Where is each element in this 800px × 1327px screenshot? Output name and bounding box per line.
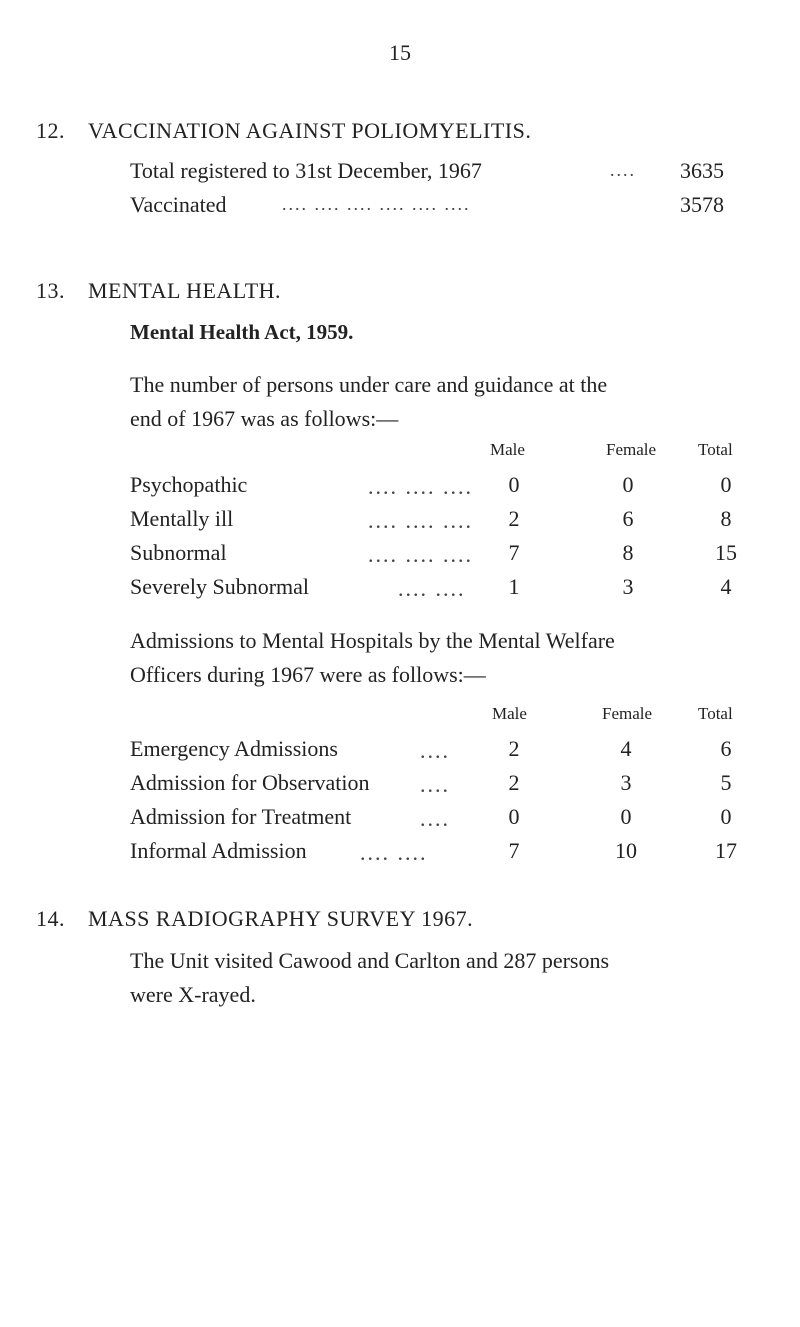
row-total: 5 (720, 770, 732, 795)
table1-row (0, 506, 800, 536)
row-female: 4 (620, 736, 632, 761)
page-number: 15 (389, 40, 411, 65)
row-female: 3 (622, 574, 634, 599)
table2-header-total: Total (698, 704, 733, 723)
row-dots: .... .... (360, 840, 428, 865)
row-total: 15 (715, 540, 737, 565)
row-total: 6 (720, 736, 732, 761)
row-female: 0 (622, 472, 634, 497)
section-14-title: MASS RADIOGRAPHY SURVEY 1967. (88, 906, 474, 931)
table1-row (0, 540, 800, 570)
row-dots: .... .... .... (368, 542, 473, 567)
row-dots: .... (420, 806, 450, 831)
para1-line1: The number of persons under care and guidance at the (130, 372, 608, 397)
table2-header-male: Male (492, 704, 527, 723)
row-dots: .... (420, 738, 450, 763)
row-dots: .... .... (398, 576, 466, 601)
table2-header-female: Female (602, 704, 653, 723)
row-label: Mentally ill (130, 506, 234, 531)
row-female: 6 (622, 506, 634, 531)
row-label: Informal Admission (130, 838, 307, 863)
row-male: 0 (508, 472, 520, 497)
row-male: 0 (508, 804, 520, 829)
section-12-title: VACCINATION AGAINST POLIOMYELITIS. (88, 118, 532, 143)
row-dots: .... .... .... (368, 474, 473, 499)
row-label: Severely Subnormal (130, 574, 310, 599)
row-male: 7 (508, 540, 520, 565)
row-total: 8 (720, 506, 732, 531)
mental-health-act-heading: Mental Health Act, 1959. (130, 320, 354, 344)
table1-header-female: Female (606, 440, 657, 459)
section-13-title: MENTAL HEALTH. (88, 278, 282, 303)
section-14-line2: were X-rayed. (130, 982, 256, 1007)
row-male: 7 (508, 838, 520, 863)
row-total: 0 (720, 804, 732, 829)
row-total: 4 (720, 574, 732, 599)
section-13-number: 13. (36, 278, 65, 303)
row-female: 3 (620, 770, 632, 795)
row-label: Admission for Treatment (130, 804, 352, 829)
table2-row (0, 838, 800, 868)
table1-header-male: Male (490, 440, 525, 459)
row-female: 0 (620, 804, 632, 829)
vaccinated-dots: .... .... .... .... .... .... (282, 194, 471, 214)
row-label: Subnormal (130, 540, 227, 565)
vaccinated-label: Vaccinated (130, 192, 227, 217)
row-male: 1 (508, 574, 520, 599)
row-dots: .... .... .... (368, 508, 473, 533)
para1-line2: end of 1967 was as follows:— (130, 406, 399, 431)
row-label: Psychopathic (130, 472, 248, 497)
row-male: 2 (508, 736, 520, 761)
section-14-line1: The Unit visited Cawood and Carlton and 287 persons (130, 948, 610, 973)
vaccinated-value: 3578 (680, 192, 724, 217)
section-12-number: 12. (36, 118, 65, 143)
total-registered-value: 3635 (680, 158, 724, 183)
row-male: 2 (508, 506, 520, 531)
table2-row (0, 770, 800, 800)
row-dots: .... (420, 772, 450, 797)
row-total: 17 (715, 838, 737, 863)
para2-line2: Officers during 1967 were as follows:— (130, 662, 486, 687)
row-female: 8 (622, 540, 634, 565)
table1-header-total: Total (698, 440, 733, 459)
row-female: 10 (615, 838, 637, 863)
table1-row (0, 574, 800, 604)
row-male: 2 (508, 770, 520, 795)
row-label: Emergency Admissions (130, 736, 338, 761)
row-label: Admission for Observation (130, 770, 370, 795)
table1-row (0, 472, 800, 502)
total-registered-label: Total registered to 31st December, 1967 (130, 158, 482, 183)
section-14-number: 14. (36, 906, 65, 931)
row-total: 0 (720, 472, 732, 497)
table2-row (0, 736, 800, 766)
table2-row (0, 804, 800, 834)
para2-line1: Admissions to Mental Hospitals by the Mental Welfare (130, 628, 615, 653)
total-registered-dots: .... (610, 160, 636, 180)
